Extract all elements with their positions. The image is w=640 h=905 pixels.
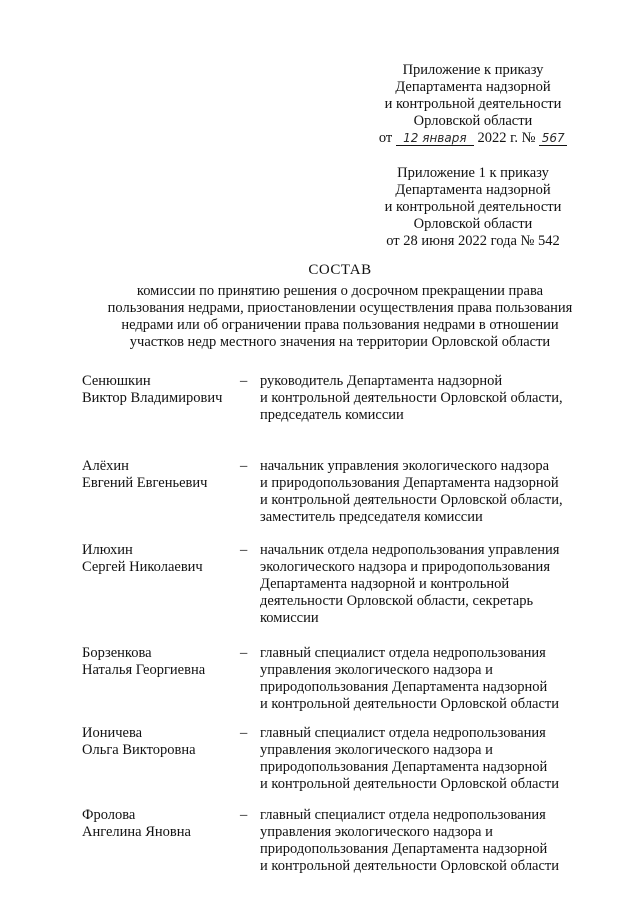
member-row bbox=[82, 807, 602, 887]
role-line: главный специалист отдела недропользования bbox=[260, 807, 546, 823]
member-surname: Ионичева bbox=[82, 725, 143, 741]
member-role bbox=[260, 458, 600, 526]
member-name bbox=[82, 725, 242, 759]
member-role bbox=[260, 807, 600, 875]
member-role bbox=[260, 542, 600, 627]
role-line: Департамента надзорной и контрольной bbox=[260, 576, 510, 592]
member-role bbox=[260, 645, 600, 713]
role-line: управления экологического надзора и bbox=[260, 662, 493, 678]
appendix-header-order bbox=[360, 62, 586, 147]
handwritten-number: 567 bbox=[539, 131, 567, 146]
role-line: начальник отдела недропользования управления bbox=[260, 542, 560, 558]
date-year: 2022 г. № bbox=[477, 130, 536, 146]
subtitle-line: комиссии по принятию решения о досрочном прекращении права bbox=[136, 283, 544, 299]
dash-separator: – bbox=[240, 725, 248, 741]
member-role bbox=[260, 725, 600, 793]
member-name bbox=[82, 645, 242, 679]
appendix-line: Приложение к приказу bbox=[402, 62, 544, 78]
appendix-line: Приложение 1 к приказу bbox=[397, 165, 549, 181]
role-line: и контрольной деятельности Орловской области bbox=[260, 696, 560, 712]
commission-members-list bbox=[82, 373, 602, 887]
member-name bbox=[82, 807, 242, 841]
role-line: природопользования Департамента надзорной bbox=[260, 841, 548, 857]
role-line: экологического надзора и природопользования bbox=[260, 559, 550, 575]
dash-separator: – bbox=[240, 542, 248, 558]
role-line: управления экологического надзора и bbox=[260, 824, 493, 840]
role-line: начальник управления экологического надзора bbox=[260, 458, 550, 474]
appendix-line: Департамента надзорной bbox=[395, 79, 551, 95]
member-surname: Илюхин bbox=[82, 542, 133, 558]
appendix-line: и контрольной деятельности bbox=[384, 96, 562, 112]
appendix-line: Департамента надзорной bbox=[395, 182, 551, 198]
member-surname: Алёхин bbox=[82, 458, 129, 474]
document-title: СОСТАВ bbox=[308, 262, 372, 278]
role-line: природопользования Департамента надзорной bbox=[260, 679, 548, 695]
role-line: руководитель Департамента надзорной bbox=[260, 373, 503, 389]
member-name bbox=[82, 373, 242, 407]
member-given-name: Евгений Евгеньевич bbox=[82, 475, 208, 491]
member-given-name: Наталья Георгиевна bbox=[82, 662, 206, 678]
role-line: заместитель председателя комиссии bbox=[260, 509, 483, 525]
member-surname: Борзенкова bbox=[82, 645, 152, 661]
role-line: и контрольной деятельности Орловской области, bbox=[260, 492, 563, 508]
member-row bbox=[82, 645, 602, 725]
member-surname: Сенюшкин bbox=[82, 373, 151, 389]
subtitle-line: недрами или об ограничении права пользования недрами в отношении bbox=[121, 317, 559, 333]
order-date-line bbox=[360, 130, 586, 147]
appendix-line: Орловской области bbox=[413, 113, 533, 129]
member-role bbox=[260, 373, 600, 424]
handwritten-date: 12 января bbox=[396, 131, 474, 146]
member-surname: Фролова bbox=[82, 807, 136, 823]
role-line: главный специалист отдела недропользования bbox=[260, 725, 546, 741]
dash-separator: – bbox=[240, 373, 248, 389]
member-row bbox=[82, 725, 602, 807]
role-line: деятельности Орловской области, секретарь bbox=[260, 593, 534, 609]
role-line: и природопользования Департамента надзорной bbox=[260, 475, 559, 491]
role-line: председатель комиссии bbox=[260, 407, 404, 423]
role-line: главный специалист отдела недропользования bbox=[260, 645, 546, 661]
role-line: и контрольной деятельности Орловской области, bbox=[260, 390, 563, 406]
role-line: и контрольной деятельности Орловской области bbox=[260, 858, 560, 874]
subtitle-line: участков недр местного значения на территории Орловской области bbox=[129, 334, 551, 350]
dash-separator: – bbox=[240, 807, 248, 823]
member-name bbox=[82, 542, 242, 576]
role-line: и контрольной деятельности Орловской области bbox=[260, 776, 560, 792]
appendix-line: и контрольной деятельности bbox=[384, 199, 562, 215]
date-prefix: от bbox=[378, 130, 393, 146]
role-line: управления экологического надзора и bbox=[260, 742, 493, 758]
member-row bbox=[82, 542, 602, 645]
dash-separator: – bbox=[240, 458, 248, 474]
member-given-name: Сергей Николаевич bbox=[82, 559, 203, 575]
member-given-name: Ольга Викторовна bbox=[82, 742, 196, 758]
dash-separator: – bbox=[240, 645, 248, 661]
role-line: комиссии bbox=[260, 610, 319, 626]
appendix-line: Орловской области bbox=[413, 216, 533, 232]
appendix-line: от 28 июня 2022 года № 542 bbox=[386, 233, 560, 249]
appendix-header-previous bbox=[360, 165, 586, 250]
member-row bbox=[82, 373, 602, 458]
subtitle-line: пользования недрами, приостановлении осуществления права пользования bbox=[107, 300, 573, 316]
member-name bbox=[82, 458, 242, 492]
document-subtitle bbox=[70, 283, 610, 351]
member-row bbox=[82, 458, 602, 542]
member-given-name: Ангелина Яновна bbox=[82, 824, 191, 840]
role-line: природопользования Департамента надзорной bbox=[260, 759, 548, 775]
member-given-name: Виктор Владимирович bbox=[82, 390, 223, 406]
